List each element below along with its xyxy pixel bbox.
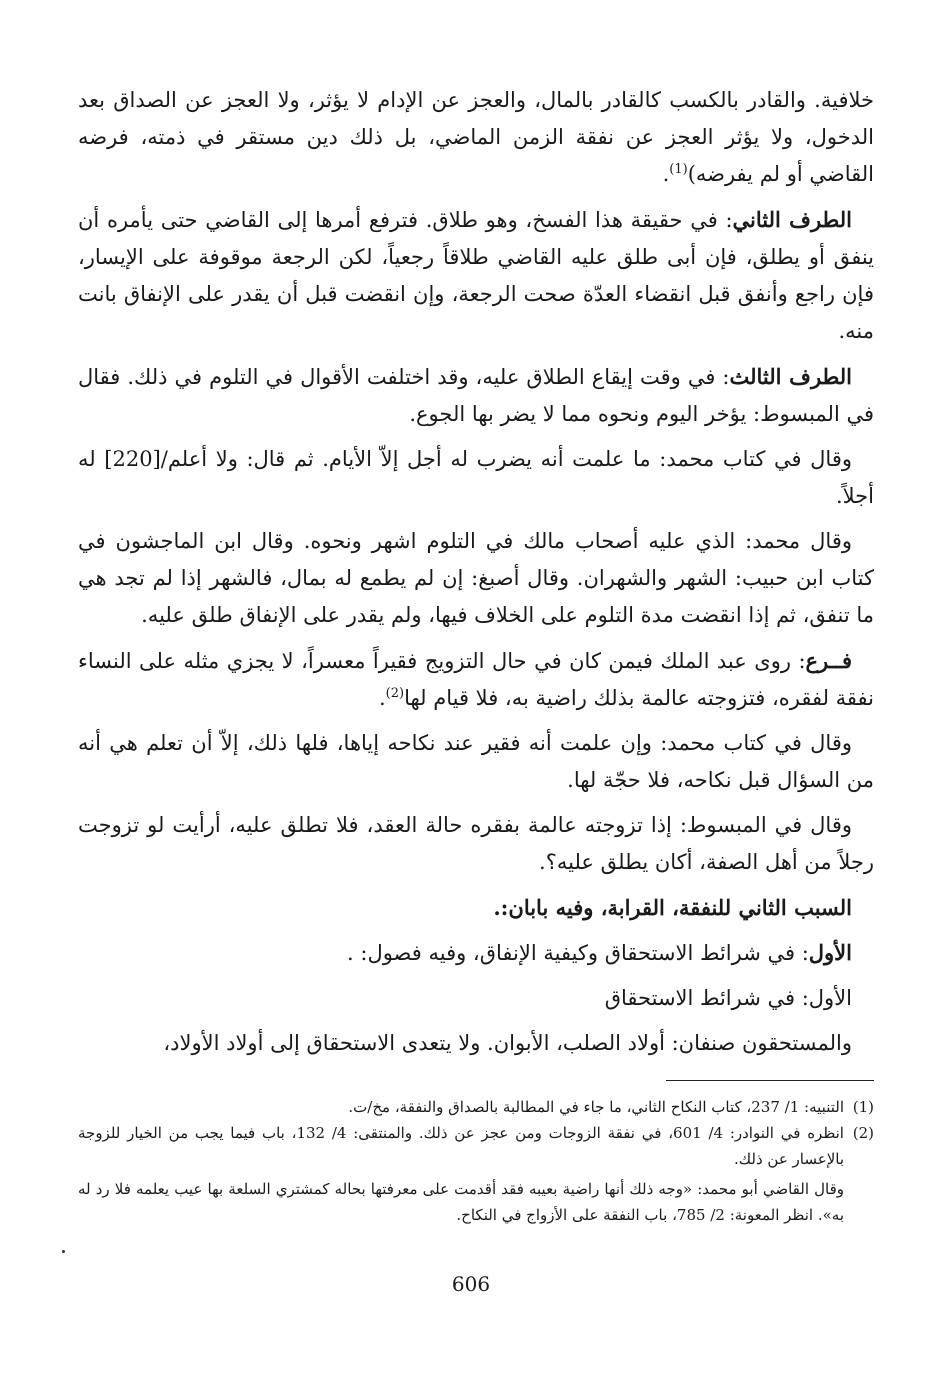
- footnote-2-continuation: وقال القاضي أبو محمد: «وجه ذلك أنها راضية بعيبه فقد أقدمت على معرفتها بحاله كمشتري السلعة بها عيب يعلمه فلا رد له به». انظر المعونة: 2/ 785، باب النفقة على الأزواج في النكاح.: [78, 1180, 844, 1224]
- paragraph-11: والمستحقون صنفان: أولاد الصلب، الأبوان. ولا يتعدى الاستحقاق إلى أولاد الأولاد،: [163, 1031, 852, 1055]
- section-lead-branch: فــرع: [805, 648, 852, 673]
- paragraph-10: الأول: في شرائط الاستحقاق: [604, 986, 852, 1010]
- footnote-1-text: التنبيه: 1/ 237، كتاب النكاح الثاني، ما جاء في المطالبة بالصداق والنفقة، مخ/ت.: [348, 1098, 844, 1116]
- paragraph-8: وقال في المبسوط: إذا تزوجته عالمة بفقره حالة العقد، فلا تطلق عليه، أرأيت لو تزوجت رجلاً من أهل الصفة، أكان يطلق عليه؟.: [78, 813, 874, 874]
- section-lead-third: الطرف الثالث: [729, 364, 852, 389]
- paragraph-6: فــرع: روى عبد الملك فيمن كان في حال التزويج فقيراً معسراً، لا يجزي مثله على النساء نفقة لفقره، فتزوجته عالمة بذلك راضية به، فلا قيام لها$^{(2)}$.: [78, 648, 874, 710]
- paragraph-9: [78, 934, 874, 972]
- section-heading: السبب الثاني للنفقة، القرابة، وفيه بابان:.: [493, 895, 852, 920]
- paragraph-2: [78, 201, 874, 350]
- paragraph-5: وقال محمد: الذي عليه أصحاب مالك في التلوم اشهر ونحوه. وقال ابن الماجشون في كتاب ابن حبيب: الشهر والشهران. وقال أصبغ: إن لم يطمع له بمال، فالشهر إذا لم تجد هي ما تنفق، ثم إذا انقضت مدة التلوم على الخلاف فيها، ولم يقدر على الإنفاق طلق عليه.: [78, 529, 874, 627]
- page-number: 606: [451, 1272, 491, 1296]
- footnote-2-text: انظره في النوادر: 4/ 601، في نفقة الزوجات ومن عجز عن ذلك. والمنتقى: 4/ 132، باب فيما يجب من الخيار للزوجة بالإعسار عن ذلك.: [78, 1124, 844, 1168]
- footnote-1: [78, 1094, 874, 1120]
- paragraph-9-text: : في شرائط الاستحقاق وكيفية الإنفاق، وفيه فصول: .: [347, 941, 809, 965]
- footnote-2-number: (2): [852, 1124, 874, 1142]
- main-text: [78, 82, 874, 1070]
- paragraph-3-text: : في وقت إيقاع الطلاق عليه، وقد اختلفت الأقوال في التلوم في ذلك. فقال في المبسوط: يؤخر اليوم ونحوه مما لا يضر بها الجوع.: [78, 365, 874, 426]
- footnote-2: [78, 1120, 874, 1172]
- paragraph-2-text: : في حقيقة هذا الفسخ، وهو طلاق. فترفع أمرها إلى القاضي حتى يأمره أن ينفق أو يطلق، فإن أبى طلق عليه القاضي طلاقاً رجعياً، لكن الرجعة موقوفة على الإيسار، فإن راجع وأنفق قبل انقضاء العدّة صحت الرجعة، وإن انقضت قبل أن يقدر على الإنفاق بانت منه.: [78, 208, 874, 343]
- footnotes: [78, 1094, 874, 1228]
- footnote-1-number: (1): [852, 1098, 874, 1116]
- paragraph-7: وقال في كتاب محمد: وإن علمت أنه فقير عند نكاحه إياها، فلها ذلك، إلاّ أن تعلم هي أنه من السؤال قبل نكاحه، فلا حجّة لها.: [78, 731, 874, 792]
- scan-speck: [62, 1250, 65, 1253]
- footnote-separator: [666, 1080, 874, 1081]
- section-lead-second: الطرف الثاني: [732, 207, 853, 232]
- section-lead-first: الأول: [808, 940, 852, 965]
- paragraph-3: [78, 358, 874, 433]
- footnote-ref-1: (1): [669, 162, 688, 177]
- paragraph-4: وقال في كتاب محمد: ما علمت أنه يضرب له أجل إلاّ الأيام. ثم قال: ولا أعلم/[220] له أجلاً.: [78, 447, 874, 508]
- paragraph-1: خلافية. والقادر بالكسب كالقادر بالمال، والعجز عن الإدام لا يؤثر، ولا العجز عن الصداق بعد الدخول، ولا يؤثر العجز عن نفقة الزمن الماضي، بل ذلك دين مستقر في ذمته، فرضه القاضي أو لم يفرضه)$^{(1)}$.: [78, 88, 874, 186]
- footnote-ref-2: (2): [385, 686, 405, 701]
- paragraph-6-text: : روى عبد الملك فيمن كان في حال التزويج فقيراً معسراً، لا يجزي مثله على النساء نفقة لفقره، فتزوجته عالمة بذلك راضية به، فلا قيام لها: [78, 649, 874, 710]
- paragraph-1-text: خلافية. والقادر بالكسب كالقادر بالمال، والعجز عن الإدام لا يؤثر، ولا العجز عن الصداق بعد الدخول، ولا يؤثر العجز عن نفقة الزمن الماضي، بل ذلك دين مستقر في ذمته، فرضه القاضي أو لم يفرضه): [78, 88, 874, 186]
